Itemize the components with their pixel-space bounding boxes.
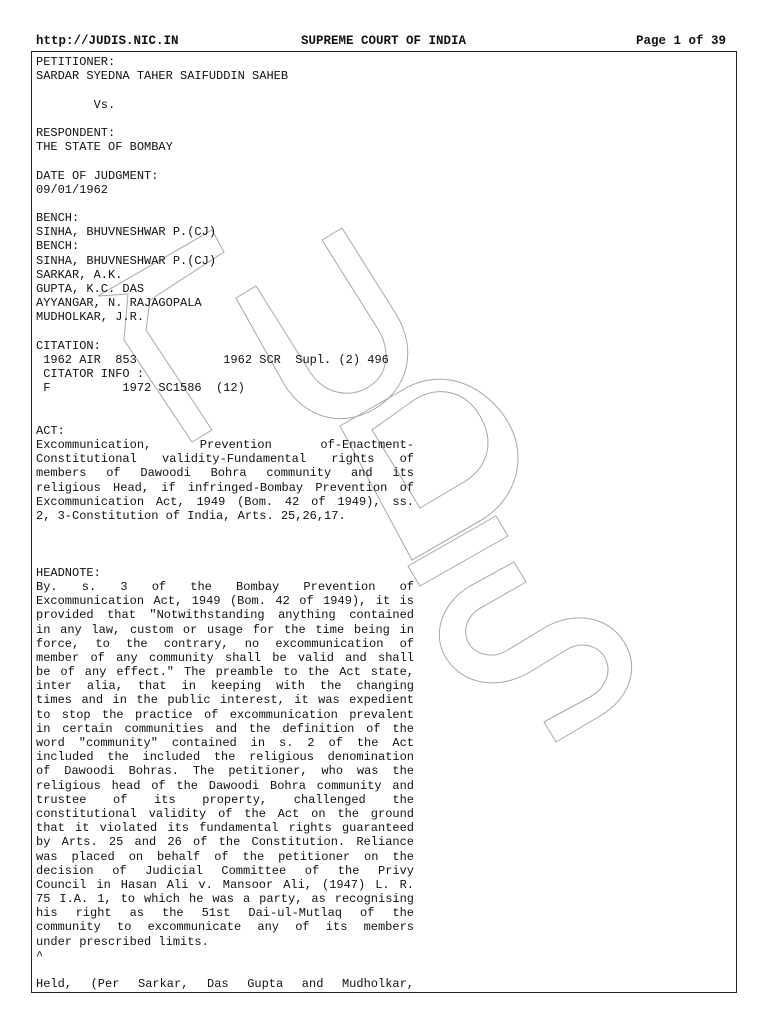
text-line: By. s. 3 of the Bombay Prevention of [36, 579, 414, 594]
blank-line [36, 112, 414, 126]
text-line: word "community" contained in s. 2 of the Act [36, 736, 414, 750]
text-line: SINHA, BHUVNESHWAR P.(CJ) [36, 253, 217, 268]
text-line: F 1972 SC1586 (12) [36, 381, 245, 396]
text-line: of Dawoodi Bohras. The petitioner, who was the [36, 764, 414, 779]
text-line: his right as the 51st Dai-ul-Mutlaq of the [36, 906, 414, 921]
text-line: by Arts. 25 and 26 of the Constitution. Reliance [36, 835, 414, 850]
text-line: BENCH: [36, 239, 80, 254]
text-line: was placed on behalf of the petitioner on the [36, 849, 414, 864]
document-body [36, 55, 414, 991]
text-line: be of any effect." The preamble to the Act state, [36, 665, 414, 680]
text-line: Council in Hasan Ali v. Mansoor Ali, (1947) L. R. [36, 877, 414, 892]
text-line: GUPTA, K.C. DAS [36, 282, 145, 296]
text-line: Excommunication Act, 1949 (Bom. 42 of 1949), ss. [36, 494, 414, 509]
text-line: PETITIONER: [36, 55, 116, 69]
text-line: MUDHOLKAR, J.R. [36, 310, 145, 325]
blank-line [36, 963, 414, 977]
text-line: religious head of the Dawoodi Bohra community and [36, 778, 414, 793]
text-line: ^ [36, 948, 44, 963]
text-line: CITATION: [36, 338, 101, 353]
blank-line [36, 396, 414, 410]
text-line: Constitutional validity-Fundamental rights of [36, 452, 414, 467]
blank-line [36, 325, 414, 339]
text-line: under prescribed limits. [36, 934, 209, 949]
court-name: SUPREME COURT OF INDIA [301, 34, 467, 48]
text-line: trustee of its property, challenged the [36, 792, 414, 807]
text-line: 09/01/1962 [36, 182, 109, 197]
text-line: BENCH: [36, 211, 80, 226]
text-line: that it violated its fundamental rights guaranteed [36, 821, 414, 836]
text-line: Excommunication Act, 1949 (Bom. 42 of 1949), it is [36, 594, 414, 609]
text-line: CITATOR INFO : [36, 367, 145, 382]
text-line: 1962 AIR 853 1962 SCR Supl. (2) 496 [36, 352, 389, 367]
text-line: community to excommunicate any of its members [36, 920, 414, 935]
page-number: Page 1 of 39 [635, 34, 726, 48]
text-line: Excommunication, Prevention of-Enactment- [36, 438, 414, 453]
text-line: Held, (Per Sarkar, Das Gupta and Mudholkar, [36, 977, 414, 992]
text-line: to stop the practice of excommunication prevalent [36, 707, 414, 722]
text-line: members of Dawoodi Bohra community and its [36, 466, 414, 481]
blank-line [36, 523, 414, 537]
text-line: THE STATE OF BOMBAY [36, 140, 173, 155]
text-line: DATE OF JUDGMENT: [36, 168, 159, 183]
text-line: constitutional validity of the Act on the ground [36, 806, 414, 821]
text-line: 75 I.A. 1, to which he was a party, as recognising [36, 892, 414, 907]
blank-line [36, 83, 414, 97]
text-line: included the included the religious denomination [36, 750, 414, 765]
text-line: in any law, custom or usage for the time being in [36, 622, 414, 637]
text-line: HEADNOTE: [36, 565, 101, 580]
text-line: Vs. [36, 97, 116, 112]
text-line: SARKAR, A.K. [36, 267, 123, 282]
blank-line [36, 537, 414, 551]
text-line: religious Head, if infringed-Bombay Prevention of [36, 480, 414, 495]
blank-line [36, 154, 414, 168]
text-line: in certain communities and the definition of the [36, 721, 414, 736]
text-line: times and in the public interest, it was expedient [36, 693, 414, 708]
text-line: RESPONDENT: [36, 125, 116, 140]
text-line: AYYANGAR, N. RAJAGOPALA [36, 296, 202, 311]
blank-line [36, 552, 414, 566]
blank-line [36, 410, 414, 424]
text-line: force, to the contrary, no excommunication of [36, 636, 414, 651]
text-line: 2, 3-Constitution of India, Arts. 25,26,17. [36, 509, 346, 523]
text-line: SINHA, BHUVNESHWAR P.(CJ) [36, 225, 217, 240]
text-line: decision of Judicial Committee of the Privy [36, 863, 414, 878]
site-url: http://JUDIS.NIC.IN [36, 34, 179, 48]
text-line: provided that "Notwithstanding anything contained [36, 608, 414, 623]
text-line: ACT: [36, 423, 65, 438]
text-line: inter alia, that in keeping with the changing [36, 679, 414, 694]
text-line: SARDAR SYEDNA TAHER SAIFUDDIN SAHEB [36, 69, 289, 84]
blank-line [36, 197, 414, 211]
text-line: member of any community shall be valid and shall [36, 650, 414, 665]
